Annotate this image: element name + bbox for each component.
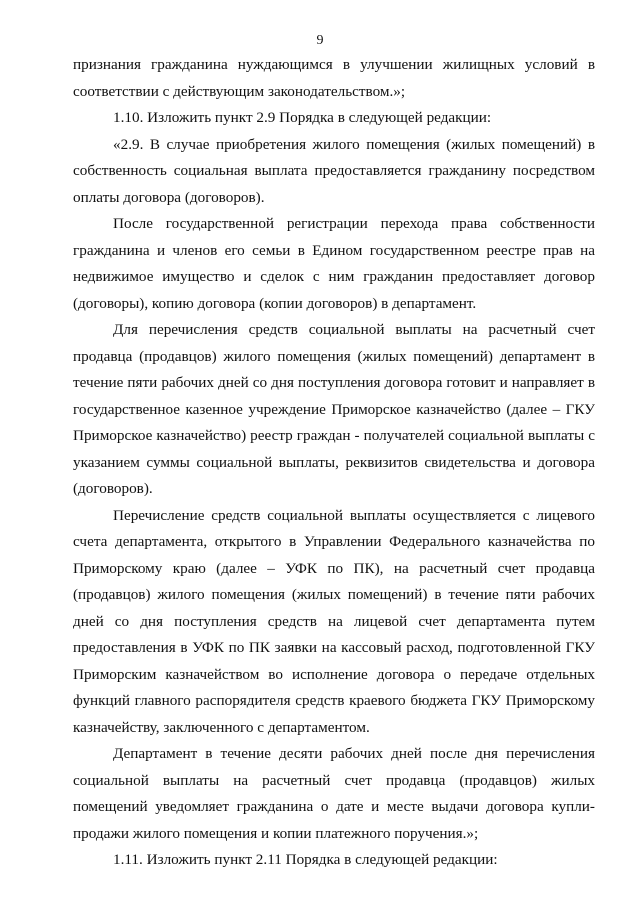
- paragraph-item-1-11: 1.11. Изложить пункт 2.11 Порядка в следующей редакции:: [113, 851, 498, 868]
- paragraph-item-1-10: 1.10. Изложить пункт 2.9 Порядка в следующей редакции:: [113, 109, 492, 126]
- paragraph-payment-transfer: Перечисление средств социальной выплаты осуществляется с лицевого счета департамента, открытого в Управлении Федерального казначейства по Приморскому краю (далее – УФК по ПК), на расчетный счет продавца (продавцов) жилого помещения (жилых помещений) в течение пяти рабочих дней со дня поступления средств на лицевой счет департамента путем предоставления в УФК по ПК заявки на кассовый расход, подготовленной ГКУ Приморским казначейством во исполнение договора о передаче отдельных функций главного распорядителя средств краевого бюджета ГКУ Приморскому казначейству, заключенного с департаментом.: [73, 506, 595, 736]
- document-body: [73, 52, 595, 874]
- page-number: 9: [316, 33, 324, 48]
- paragraph-registration: После государственной регистрации перехода права собственности гражданина и членов его семьи в Едином государственном реестре прав на недвижимое имущество и сделок с ним гражданин предоставляет договор (договоры), копию договора (копии договоров) в департамент.: [73, 215, 595, 312]
- paragraph-clause-2-9: «2.9. В случае приобретения жилого помещения (жилых помещений) в собственность социальная выплата предоставляется гражданину посредством оплаты договора (договоров).: [73, 135, 595, 206]
- paragraph-transfer-registry: Для перечисления средств социальной выплаты на расчетный счет продавца (продавцов) жилого помещения (жилых помещений) департамент в течение пяти рабочих дней со дня поступления договора готовит и направляет в государственное казенное учреждение Приморское казначейство (далее – ГКУ Приморское казначейство) реестр граждан - получателей социальной выплаты с указанием суммы социальной выплаты, реквизитов свидетельства и договора (договоров).: [73, 321, 595, 497]
- paragraph-continuation: признания гражданина нуждающимся в улучшении жилищных условий в соответствии с действующим законодательством.»;: [73, 56, 595, 100]
- paragraph-notification: Департамент в течение десяти рабочих дней после дня перечисления социальной выплаты на расчетный счет продавца (продавцов) жилых помещений уведомляет гражданина о дате и месте выдачи договора купли-продажи жилого помещения и копии платежного поручения.»;: [73, 745, 595, 842]
